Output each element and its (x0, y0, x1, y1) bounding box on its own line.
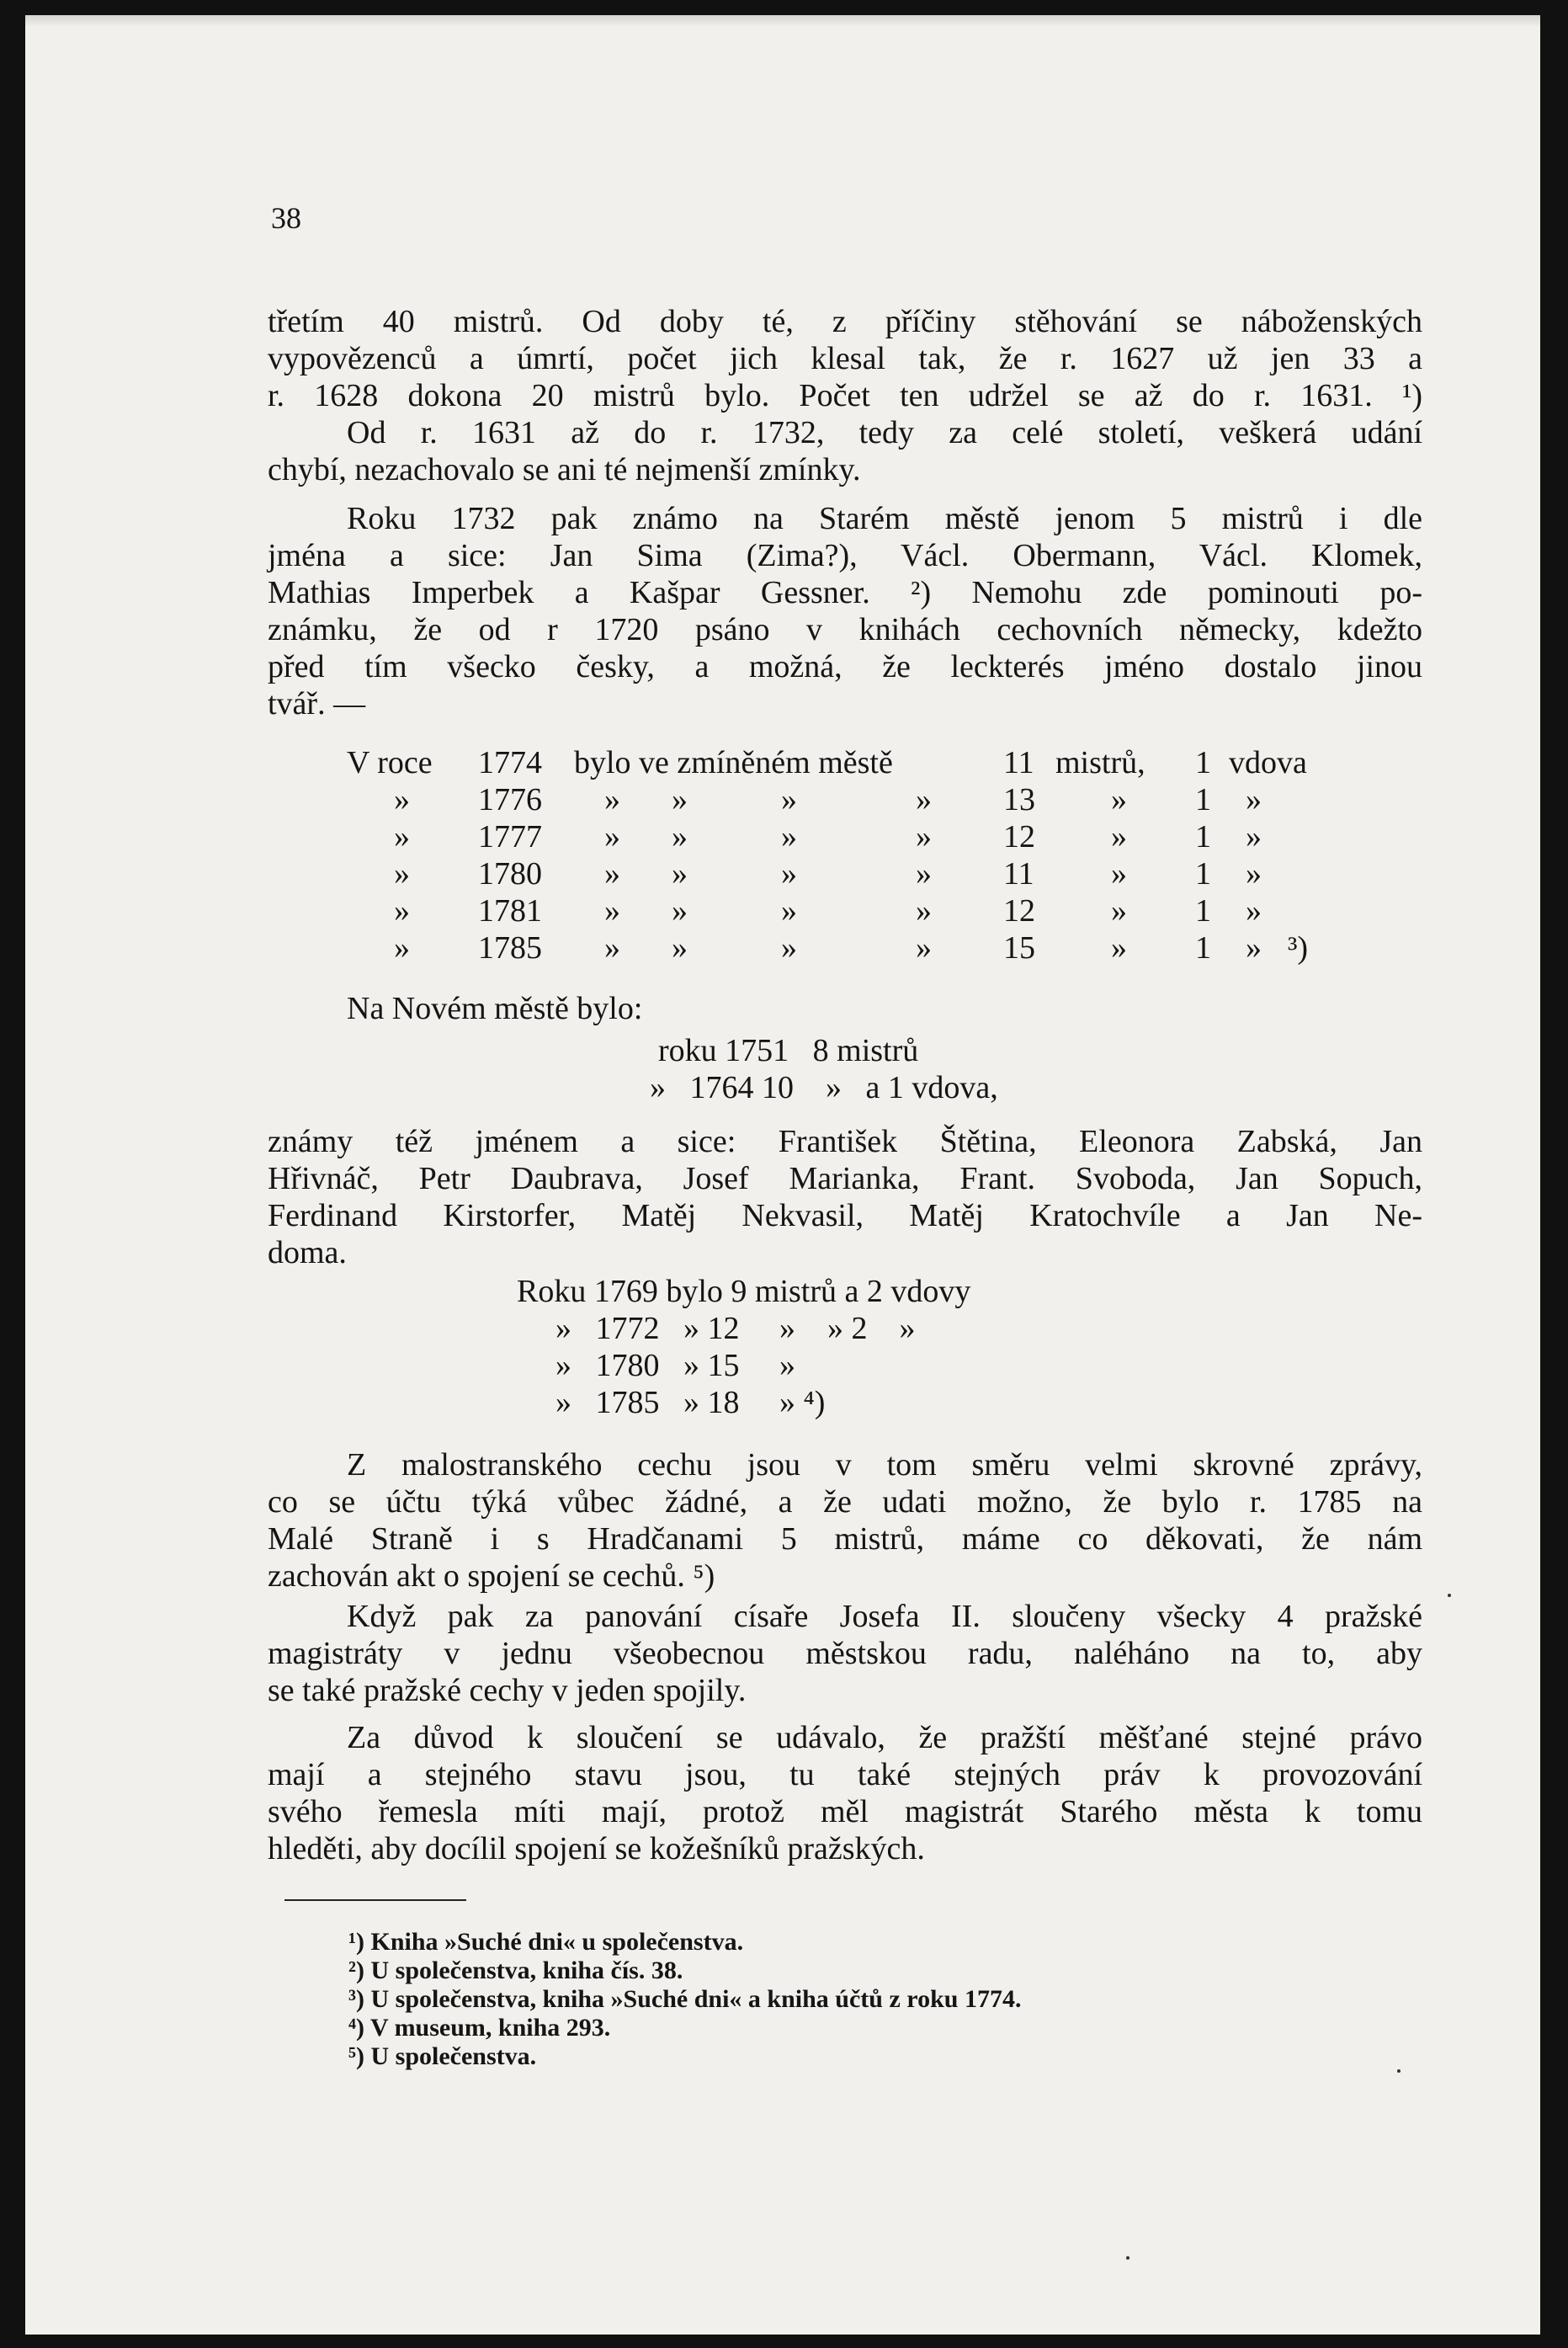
text-line: hleděti, aby docílil spojení se kožešníků pražských. (268, 1831, 925, 1866)
ditto-mark: » (1246, 782, 1262, 817)
ditto-mark: » (916, 856, 932, 892)
ditto-mark: » (672, 856, 688, 892)
ditto-mark: » (1111, 782, 1127, 817)
ditto-mark: » (394, 893, 410, 929)
table-header-cell: 11 (1003, 745, 1034, 780)
text-line: třetím 40 mistrů. Od doby té, z příčiny stěhování se náboženských (268, 304, 1422, 339)
table-cell-widows: 1 (1195, 856, 1211, 892)
table2-row: » 1780 » 15 » (555, 1348, 795, 1383)
table2-header: Roku 1769 bylo 9 mistrů a 2 vdovy (517, 1274, 971, 1309)
table-cell-masters: 13 (1003, 782, 1035, 817)
footnote: ⁴) V museum, kniha 293. (348, 2014, 611, 2042)
table-cell-year: 1785 (478, 930, 542, 966)
text-line: Ferdinand Kirstorfer, Matěj Nekvasil, Matěj Kratochvíle a Jan Ne- (268, 1198, 1422, 1233)
text-line: před tím všecko česky, a možná, že leckterés jméno dostalo jinou (268, 649, 1422, 684)
table-cell-year: 1781 (478, 893, 542, 929)
text-line: se také pražské cechy v jeden spojily. (268, 1673, 747, 1708)
text-line: Za důvod k sloučení se udávalo, že pražští měšťané stejné právo (347, 1720, 1422, 1755)
text-line: co se účtu týká vůbec žádné, a že udati možno, že bylo r. 1785 na (268, 1484, 1422, 1520)
new-town-line: » 1764 10 » a 1 vdova, (650, 1070, 998, 1105)
table-cell-widows: 1 (1195, 893, 1211, 929)
text-line: svého řemesla míti mají, protož měl magistrát Starého města k tomu (268, 1794, 1422, 1829)
footnote-divider (284, 1899, 466, 1901)
new-town-intro: Na Novém městě bylo: (347, 991, 643, 1026)
ditto-mark: » (604, 893, 620, 929)
scanned-page (25, 15, 1540, 2335)
table-cell-masters: 15 (1003, 930, 1035, 966)
footnote: ³) U společenstva, kniha »Suché dni« a kniha účtů z roku 1774. (348, 1985, 1022, 2013)
table-header-cell: bylo ve zmíněném městě (574, 745, 893, 780)
text-line: Od r. 1631 až do r. 1732, tedy za celé století, veškerá udání (347, 415, 1422, 450)
ditto-mark: » (604, 856, 620, 892)
footnote: ⁵) U společenstva. (348, 2042, 537, 2070)
scan-speck (1126, 2256, 1129, 2260)
table-cell-year: 1780 (478, 856, 542, 892)
table-cell-widows: 1 (1195, 819, 1211, 855)
table-header-cell: 1 (1195, 745, 1211, 780)
table-header-cell: mistrů, (1055, 745, 1145, 780)
text-line: zachován akt o spojení se cechů. ⁵) (268, 1558, 715, 1594)
ditto-mark: » (781, 930, 797, 966)
ditto-mark: » (781, 893, 797, 929)
text-line: známy též jménem a sice: František Štětina, Eleonora Zabská, Jan (268, 1124, 1422, 1159)
ditto-mark: » (672, 819, 688, 855)
new-town-line: roku 1751 8 mistrů (658, 1033, 919, 1068)
ditto-mark: » (672, 893, 688, 929)
text-line: r. 1628 dokona 20 mistrů bylo. Počet ten udržel se až do r. 1631. ¹) (268, 378, 1422, 413)
table-header-cell: 1774 (478, 745, 542, 780)
text-line: Mathias Imperbek a Kašpar Gessner. ²) Nemohu zde pominouti po- (268, 575, 1422, 610)
ditto-mark: » (1111, 930, 1127, 966)
ditto-mark: » (394, 856, 410, 892)
table2-row: » 1772 » 12 » » 2 » (555, 1311, 916, 1346)
ditto-mark: » (1111, 819, 1127, 855)
page-number: 38 (271, 201, 301, 235)
ditto-mark: » (394, 782, 410, 817)
table-cell-year: 1776 (478, 782, 542, 817)
ditto-mark: » (1111, 856, 1127, 892)
footnote: ²) U společenstva, kniha čís. 38. (348, 1957, 683, 1984)
text-line: Roku 1732 pak známo na Starém městě jenom 5 mistrů i dle (347, 501, 1422, 536)
text-line: chybí, nezachovalo se ani té nejmenší zmínky. (268, 452, 861, 487)
scan-speck (1448, 1594, 1451, 1597)
footnote-ref: ³) (1288, 930, 1309, 966)
scan-speck (1397, 2069, 1401, 2073)
text-line: Malé Straně i s Hradčanami 5 mistrů, máme co děkovati, že nám (268, 1521, 1422, 1557)
ditto-mark: » (1246, 930, 1262, 966)
ditto-mark: » (1246, 819, 1262, 855)
ditto-mark: » (781, 782, 797, 817)
ditto-mark: » (916, 819, 932, 855)
table-header-cell: V roce (347, 745, 433, 780)
text-line: mají a stejného stavu jsou, tu také stejných práv k provozování (268, 1757, 1422, 1792)
text-line: jména a sice: Jan Sima (Zima?), Václ. Obermann, Václ. Klomek, (268, 538, 1422, 573)
ditto-mark: » (916, 782, 932, 817)
text-line: Když pak za panování císaře Josefa II. sloučeny všecky 4 pražské (347, 1599, 1422, 1634)
table-header-cell: vdova (1229, 745, 1307, 780)
ditto-mark: » (604, 819, 620, 855)
text-line: magistráty v jednu všeobecnou městskou radu, naléháno na to, aby (268, 1636, 1422, 1671)
ditto-mark: » (1246, 893, 1262, 929)
ditto-mark: » (604, 930, 620, 966)
ditto-mark: » (604, 782, 620, 817)
scan-edge (25, 15, 1540, 27)
text-line: doma. (268, 1235, 347, 1270)
table-cell-year: 1777 (478, 819, 542, 855)
ditto-mark: » (781, 856, 797, 892)
table-cell-masters: 11 (1003, 856, 1034, 892)
ditto-mark: » (1111, 893, 1127, 929)
footnote: ¹) Kniha »Suché dni« u společenstva. (348, 1928, 744, 1956)
ditto-mark: » (672, 930, 688, 966)
text-line: Z malostranského cechu jsou v tom směru velmi skrovné zprávy, (347, 1447, 1422, 1483)
ditto-mark: » (916, 930, 932, 966)
ditto-mark: » (781, 819, 797, 855)
text-line: Hřivnáč, Petr Daubrava, Josef Marianka, Frant. Svoboda, Jan Sopuch, (268, 1161, 1422, 1196)
table-cell-widows: 1 (1195, 930, 1211, 966)
table2-row: » 1785 » 18 » ⁴) (555, 1385, 826, 1420)
table-cell-masters: 12 (1003, 819, 1035, 855)
ditto-mark: » (1246, 856, 1262, 892)
text-line: vypovězenců a úmrtí, počet jich klesal tak, že r. 1627 už jen 33 a (268, 341, 1422, 376)
text-line: tvář. — (268, 686, 366, 721)
ditto-mark: » (394, 930, 410, 966)
table-cell-widows: 1 (1195, 782, 1211, 817)
table-cell-masters: 12 (1003, 893, 1035, 929)
ditto-mark: » (394, 819, 410, 855)
text-line: známku, že od r 1720 psáno v knihách cechovních německy, kdežto (268, 612, 1422, 647)
ditto-mark: » (672, 782, 688, 817)
ditto-mark: » (916, 893, 932, 929)
